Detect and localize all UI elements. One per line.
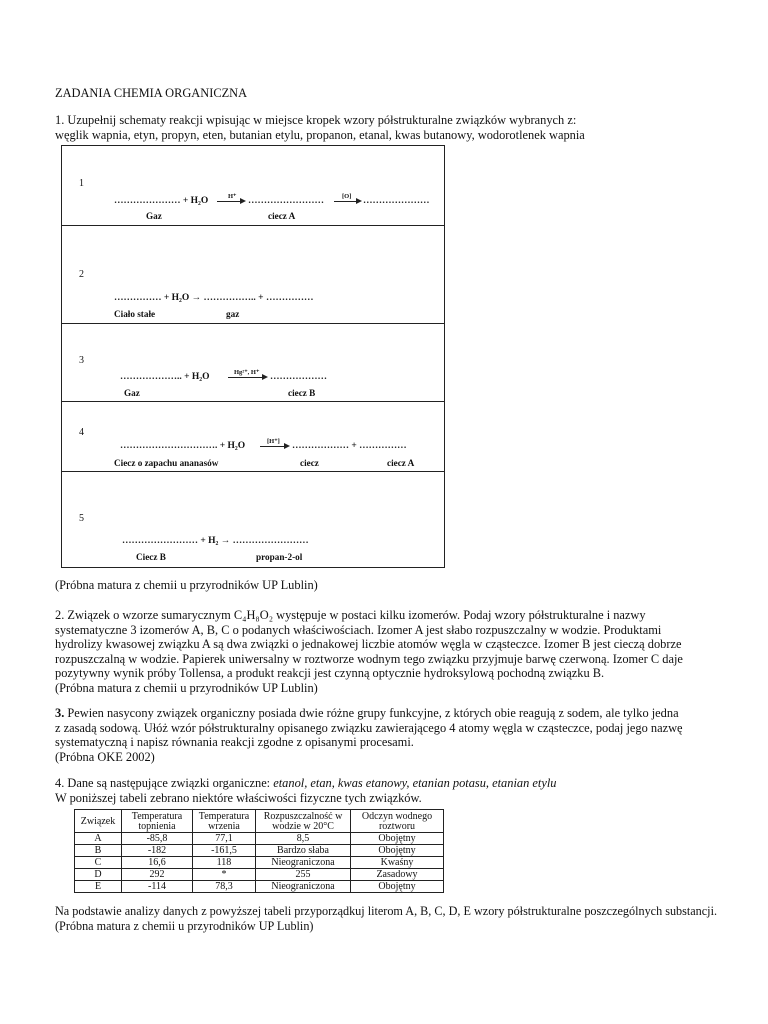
table-cell: Obojętny — [351, 881, 444, 893]
reaction-text: ……………… — [270, 372, 327, 382]
substance-label: Ciecz o zapachu ananasów — [114, 458, 219, 468]
task1-source: (Próbna matura z chemii u przyrodników UP Lublin) — [55, 578, 318, 592]
table-cell: -182 — [122, 845, 193, 857]
reaction-arrow-icon — [228, 377, 266, 378]
substance-label: Ciało stałe — [114, 309, 156, 319]
substance-label: Ciecz B — [136, 552, 166, 562]
task4-source: (Próbna matura z chemii u przyrodników UP Lublin) — [55, 918, 314, 933]
table-header-cell: Rozpuszczalność w wodzie w 20°C — [256, 810, 351, 833]
scheme-row-4 — [62, 401, 444, 471]
task3-source: (Próbna OKE 2002) — [55, 749, 155, 764]
table-cell: 118 — [193, 857, 256, 869]
substance-label: Gaz — [146, 211, 162, 221]
scheme-row-number: 2 — [79, 269, 84, 280]
scheme-row-number: 3 — [79, 355, 84, 366]
table-cell: D — [75, 869, 122, 881]
table-header-cell: Związek — [75, 810, 122, 833]
scheme-row-number: 4 — [79, 427, 84, 438]
scheme-row-3 — [62, 323, 444, 401]
task4-footer — [55, 904, 755, 933]
task2-line: hydrolizy kwasowej związku A są dwa związki o jednakowej liczbie atomów węgla w cząsteczce. Izomer B jest cieczą dobrze — [55, 637, 682, 652]
reaction-text: ………………… — [363, 196, 430, 206]
task2-source: (Próbna matura z chemii u przyrodników UP Lublin) — [55, 680, 318, 695]
properties-table — [74, 809, 444, 893]
substance-label: propan-2-ol — [256, 552, 303, 562]
table-row — [75, 857, 444, 869]
task3-line — [55, 706, 755, 721]
reaction-scheme-table — [61, 145, 445, 568]
scheme-row-2 — [62, 225, 444, 323]
table-cell: 16,6 — [122, 857, 193, 869]
table-row — [75, 845, 444, 857]
reaction-arrow-icon — [260, 446, 288, 447]
task4-line3: Na podstawie analizy danych z powyższej tabeli przyporządkuj literom A, B, C, D, E wzory półstrukturalne poszczególnych substancji. — [55, 904, 717, 918]
table-row — [75, 833, 444, 845]
task1-instruction — [55, 113, 755, 142]
task3-line: systematyczną i napisz równania reakcji zgodne z opisanymi procesami. — [55, 735, 414, 750]
task2-line: rozpuszczalną w wodzie. Papierek uniwersalny w roztworze wodnym tego związku przyjmuje barwę czerwoną. Izomer C daje — [55, 651, 683, 666]
task1-line1: 1. Uzupełnij schematy reakcji wpisując w miejsce kropek wzory półstrukturalne związków wybranych z: — [55, 113, 577, 127]
table-cell: 255 — [256, 869, 351, 881]
reaction-arrow-icon — [217, 201, 244, 202]
substance-label: gaz — [226, 309, 240, 319]
table-cell: Nieograniczona — [256, 881, 351, 893]
catalyst-label: H⁺ — [228, 193, 237, 200]
table-cell: 292 — [122, 869, 193, 881]
scheme-row-number: 5 — [79, 513, 84, 524]
table-cell: Zasadowy — [351, 869, 444, 881]
task2-line: 2. Związek o wzorze sumarycznym C₄H₈O₂ występuje w postaci kilku izomerów. Podaj wzory półstrukturalne i nazwy — [55, 608, 646, 622]
table-header-cell: Odczyn wodnego roztworu — [351, 810, 444, 833]
task2-line: systematyczne 3 izomerów A, B, C o podanych właściwościach. Izomer A jest słabo rozpuszczalny w wodzie. Produktami — [55, 622, 662, 637]
table-cell: * — [193, 869, 256, 881]
table-cell: Bardzo słaba — [256, 845, 351, 857]
table-cell: B — [75, 845, 122, 857]
task4-line1 — [55, 776, 755, 791]
reaction-text: …………………………. + H₂O — [120, 441, 246, 451]
scheme-row-5 — [62, 471, 444, 567]
task4-line2: W poniższej tabeli zebrano niektóre właściwości fizyczne tych związków. — [55, 790, 422, 805]
table-cell: Obojętny — [351, 833, 444, 845]
table-header-row — [75, 810, 444, 833]
catalyst-label: [O] — [342, 193, 352, 200]
task4-compounds: etanol, etan, kwas etanowy, etanian potasu, etanian etylu — [273, 776, 557, 790]
reaction-text: ………………… + H₂O — [114, 196, 209, 206]
substance-label: ciecz A — [268, 211, 296, 221]
table-cell: E — [75, 881, 122, 893]
task3-number: 3. — [55, 706, 65, 720]
reaction-arrow-icon — [334, 201, 360, 202]
task4 — [55, 776, 755, 805]
task2 — [55, 608, 755, 696]
table-cell: 8,5 — [256, 833, 351, 845]
table-row — [75, 869, 444, 881]
table-header-cell: Temperatura wrzenia — [193, 810, 256, 833]
task3-line: z zasadą sodową. Ułóż wzór półstrukturalny opisanego związku zawierającego 4 atomy węgla w cząsteczce, podaj jego nazwę — [55, 720, 683, 735]
table-header-cell: Temperatura topnienia — [122, 810, 193, 833]
task2-line: pozytywny wynik próby Tollensa, a produkt reakcji jest czynną optycznie hydroksylową pochodną związku B. — [55, 666, 605, 681]
substance-label: ciecz — [300, 458, 319, 468]
table-row — [75, 881, 444, 893]
substance-label: Gaz — [124, 388, 140, 398]
reaction-text: …………………… — [248, 196, 324, 206]
table-cell: 77,1 — [193, 833, 256, 845]
reaction-text: …………… + H₂O → …………….. + …………… — [114, 293, 314, 303]
reaction-text: …………………… + H₂ → …………………… — [122, 536, 309, 546]
catalyst-label: Hg²⁺, H⁺ — [234, 369, 260, 376]
table-cell: Obojętny — [351, 845, 444, 857]
task3 — [55, 706, 755, 764]
table-cell: -85,8 — [122, 833, 193, 845]
task3-line1: Pewien nasycony związek organiczny posiada dwie różne grupy funkcyjne, z których obie reagują z sodem, ale tylko jedna — [64, 706, 679, 720]
table-cell: 78,3 — [193, 881, 256, 893]
task4-intro: 4. Dane są następujące związki organiczne: — [55, 776, 274, 790]
task1-line2: węglik wapnia, etyn, propyn, eten, butanian etylu, propanon, etanal, kwas butanowy, wodorotlenek wapnia — [55, 127, 585, 142]
table-cell: -114 — [122, 881, 193, 893]
substance-label: ciecz B — [288, 388, 316, 398]
reaction-text: ……………….. + H₂O — [120, 372, 210, 382]
reaction-text: ……………… + …………… — [292, 441, 407, 451]
table-cell: A — [75, 833, 122, 845]
page-title: ZADANIA CHEMIA ORGANICZNA — [55, 86, 248, 100]
table-cell: C — [75, 857, 122, 869]
scheme-row-number: 1 — [79, 178, 84, 189]
catalyst-label: [H⁺] — [267, 438, 280, 445]
scheme-row-1 — [62, 146, 444, 225]
table-cell: -161,5 — [193, 845, 256, 857]
table-cell: Nieograniczona — [256, 857, 351, 869]
substance-label: ciecz A — [387, 458, 415, 468]
table-cell: Kwaśny — [351, 857, 444, 869]
